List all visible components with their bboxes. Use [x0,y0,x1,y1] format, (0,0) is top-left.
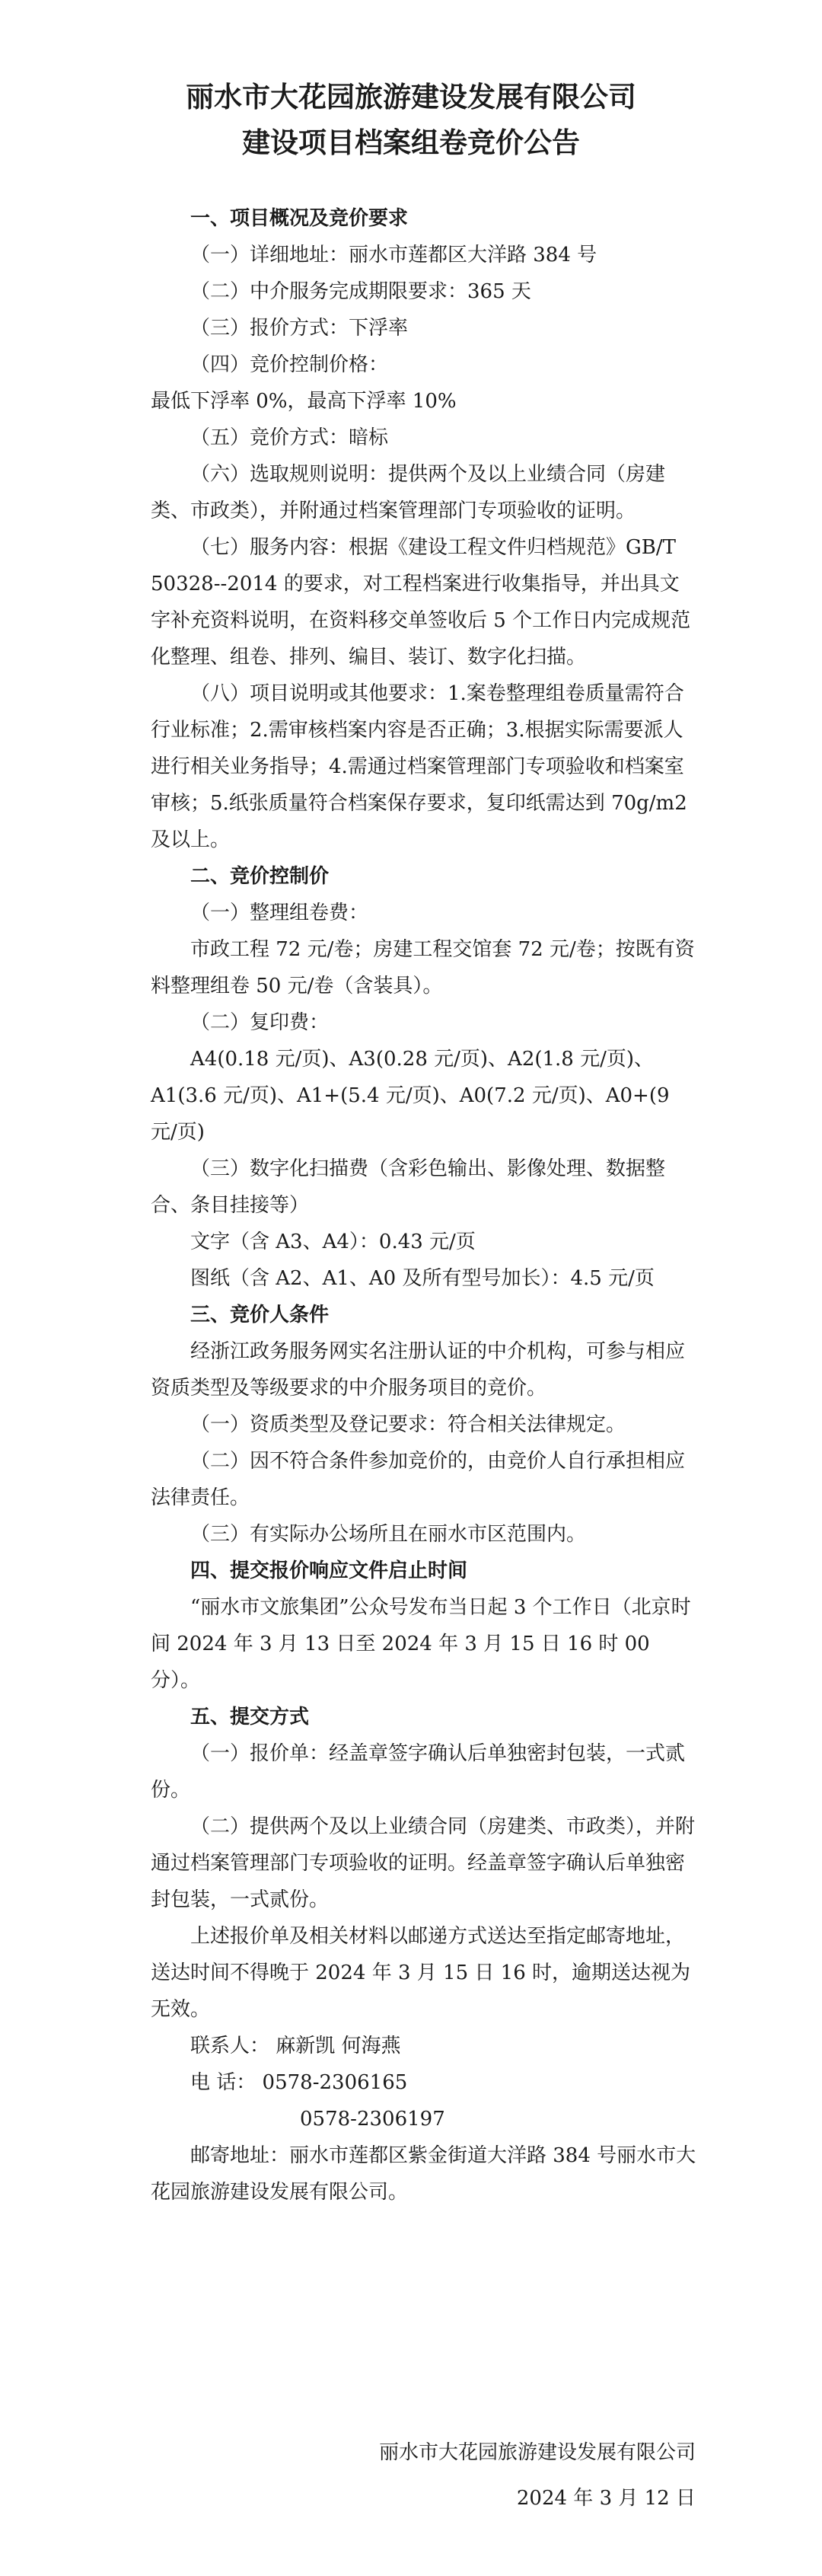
s2-copy-fee-detail: A4(0.18 元/页)、A3(0.28 元/页)、A2(1.8 元/页)、A1(3.6 元/页)、A1+(5.4 元/页)、A0(7.2 元/页)、A0+(9 元/页) [151,1048,670,1144]
s5-contracts: （二）提供两个及以上业绩合同（房建类、市政类），并附通过档案管理部门专项验收的证明。经盖章签字确认后单独密封包装，一式贰份。 [151,1815,696,1911]
section-3-heading: 三、竞价人条件 [190,1304,330,1326]
section-4-heading: 四、提交报价响应文件启止时间 [190,1559,468,1582]
s5-phone-1: 电 话： 0578-2306165 [190,2071,408,2094]
s1-selection-rule: （六）选取规则说明：提供两个及以上业绩合同（房建类、市政类），并附通过档案管理部门专项验收的证明。 [151,463,666,522]
announcement-body [151,200,699,2211]
s2-organizing-fee-detail: 市政工程 72 元/卷；房建工程交馆套 72 元/卷；按既有资料整理组卷 50 元/卷（含装具）。 [151,938,695,998]
s5-delivery: 上述报价单及相关材料以邮递方式送达至指定邮寄地址，送达时间不得晚于 2024 年 3 月 15 日 16 时，逾期送达视为无效。 [151,1925,690,2021]
s5-phone-2: 0578-2306197 [300,2108,445,2131]
s2-scan-fee-text: 文字（含 A3、A4）：0.43 元/页 [190,1231,476,1253]
s1-service-period: （二）中介服务完成期限要求：365 天 [190,280,531,303]
signature-block [0,2430,696,2521]
title-line-2: 建设项目档案组卷竞价公告 [242,126,580,159]
s3-qualification: （一）资质类型及登记要求：符合相关法律规定。 [190,1413,626,1436]
s2-organizing-fee: （一）整理组卷费： [190,902,369,924]
s1-other-requirements: （八）项目说明或其他要求：1.案卷整理组卷质量需符合行业标准；2.需审核档案内容是否正确；3.根据实际需要派人进行相关业务指导；4.需通过档案管理部门专项验收和档案室审核；5.纸张质量符合档案保存要求，复印纸需达到 70g/m2 及以上。 [151,682,687,851]
s1-bid-method: （五）竞价方式：暗标 [190,426,389,449]
s2-scan-fee-drawing: 图纸（含 A2、A1、A0 及所有型号加长）：4.5 元/页 [190,1267,655,1290]
section-2-heading: 二、竞价控制价 [190,865,330,888]
s1-detail-address: （一）详细地址：丽水市莲都区大洋路 384 号 [190,244,597,267]
s3-liability: （二）因不符合条件参加竞价的，由竞价人自行承担相应法律责任。 [151,1450,686,1509]
s3-intro: 经浙江政务服务网实名注册认证的中介机构，可参与相应资质类型及等级要求的中介服务项目的竞价。 [151,1340,686,1400]
section-1-heading: 一、项目概况及竞价要求 [190,207,409,230]
s2-copy-fee: （二）复印费： [190,1011,330,1034]
s5-quote-sheet: （一）报价单：经盖章签字确认后单独密封包装，一式贰份。 [151,1742,686,1802]
signature-org: 丽水市大花园旅游建设发展有限公司 [378,2441,696,2464]
s2-scan-fee: （三）数字化扫描费（含彩色输出、影像处理、数据整合、条目挂接等） [151,1157,666,1217]
signature-date: 2024 年 3 月 12 日 [516,2487,696,2510]
section-5-heading: 五、提交方式 [190,1706,310,1729]
s4-time-window: “丽水市文旅集团”公众号发布当日起 3 个工作日（北京时间 2024 年 3 月 13 日至 2024 年 3 月 15 日 16 时 00 分）。 [151,1596,691,1692]
s3-office: （三）有实际办公场所且在丽水市区范围内。 [190,1523,587,1546]
s1-service-content: （七）服务内容：根据《建设工程文件归档规范》GB/T 50328--2014 的要求，对工程档案进行收集指导，并出具文字补充资料说明，在资料移交单签收后 5 个工作日内完成规范化整理、组卷、排列、编目、装订、数字化扫描。 [151,536,691,669]
s5-contact-person: 联系人： 麻新凯 何海燕 [190,2035,401,2057]
title-line-1: 丽水市大花园旅游建设发展有限公司 [186,81,636,113]
s5-mailing-address: 邮寄地址：丽水市莲都区紫金街道大洋路 384 号丽水市大花园旅游建设发展有限公司。 [151,2144,696,2204]
s1-control-price-range: 最低下浮率 0%，最高下浮率 10% [151,390,457,413]
s1-quote-method: （三）报价方式：下浮率 [190,317,409,340]
s1-control-price: （四）竞价控制价格： [190,353,389,376]
